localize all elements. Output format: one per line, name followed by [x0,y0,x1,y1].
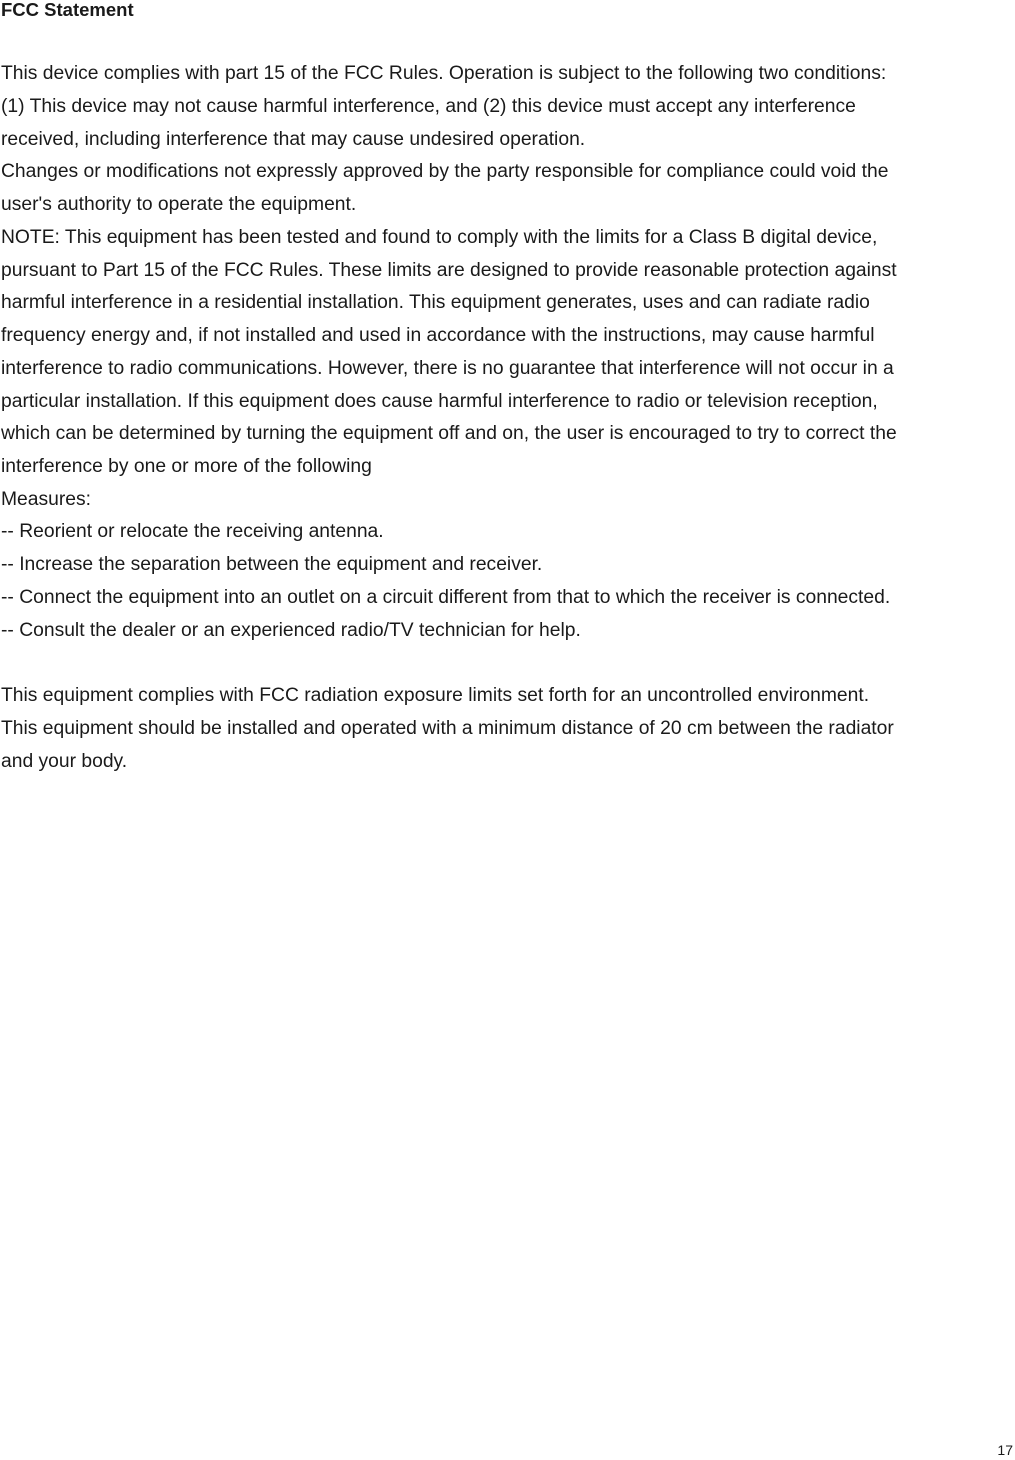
text-line: NOTE: This equipment has been tested and found to comply with the limits for a Class B digital device, [1,227,878,248]
text-line: This device complies with part 15 of the FCC Rules. Operation is subject to the following two conditions: [1,63,887,84]
text-line: which can be determined by turning the equipment off and on, the user is encouraged to try to correct the [1,423,897,444]
list-item: -- Consult the dealer or an experienced radio/TV technician for help. [1,620,581,641]
text-line: Changes or modifications not expressly approved by the party responsible for compliance could void the [1,161,889,182]
text-line: frequency energy and, if not installed and used in accordance with the instructions, may cause harmful [1,325,875,346]
text-line: pursuant to Part 15 of the FCC Rules. These limits are designed to provide reasonable protection against [1,260,897,281]
list-item: -- Increase the separation between the equipment and receiver. [1,554,543,575]
text-line: received, including interference that may cause undesired operation. [1,129,586,150]
page-title: FCC Statement [1,0,134,20]
text-line: user's authority to operate the equipment. [1,194,357,215]
text-line: This equipment complies with FCC radiation exposure limits set forth for an uncontrolled environment. [1,685,870,706]
text-line: harmful interference in a residential installation. This equipment generates, uses and can radiate radio [1,292,870,313]
text-line: Measures: [1,489,92,510]
text-line: particular installation. If this equipment does cause harmful interference to radio or television reception, [1,391,878,412]
list-item: -- Connect the equipment into an outlet on a circuit different from that to which the receiver is connected. [1,587,891,608]
text-line: interference by one or more of the following [1,456,372,477]
text-line: (1) This device may not cause harmful interference, and (2) this device must accept any interference [1,96,856,117]
page-number: 17 [997,1442,1013,1458]
list-item: -- Reorient or relocate the receiving antenna. [1,521,384,542]
text-line: interference to radio communications. However, there is no guarantee that interference will not occur in a [1,358,894,379]
text-line: This equipment should be installed and operated with a minimum distance of 20 cm between the radiator [1,718,894,739]
text-line: and your body. [1,751,128,772]
